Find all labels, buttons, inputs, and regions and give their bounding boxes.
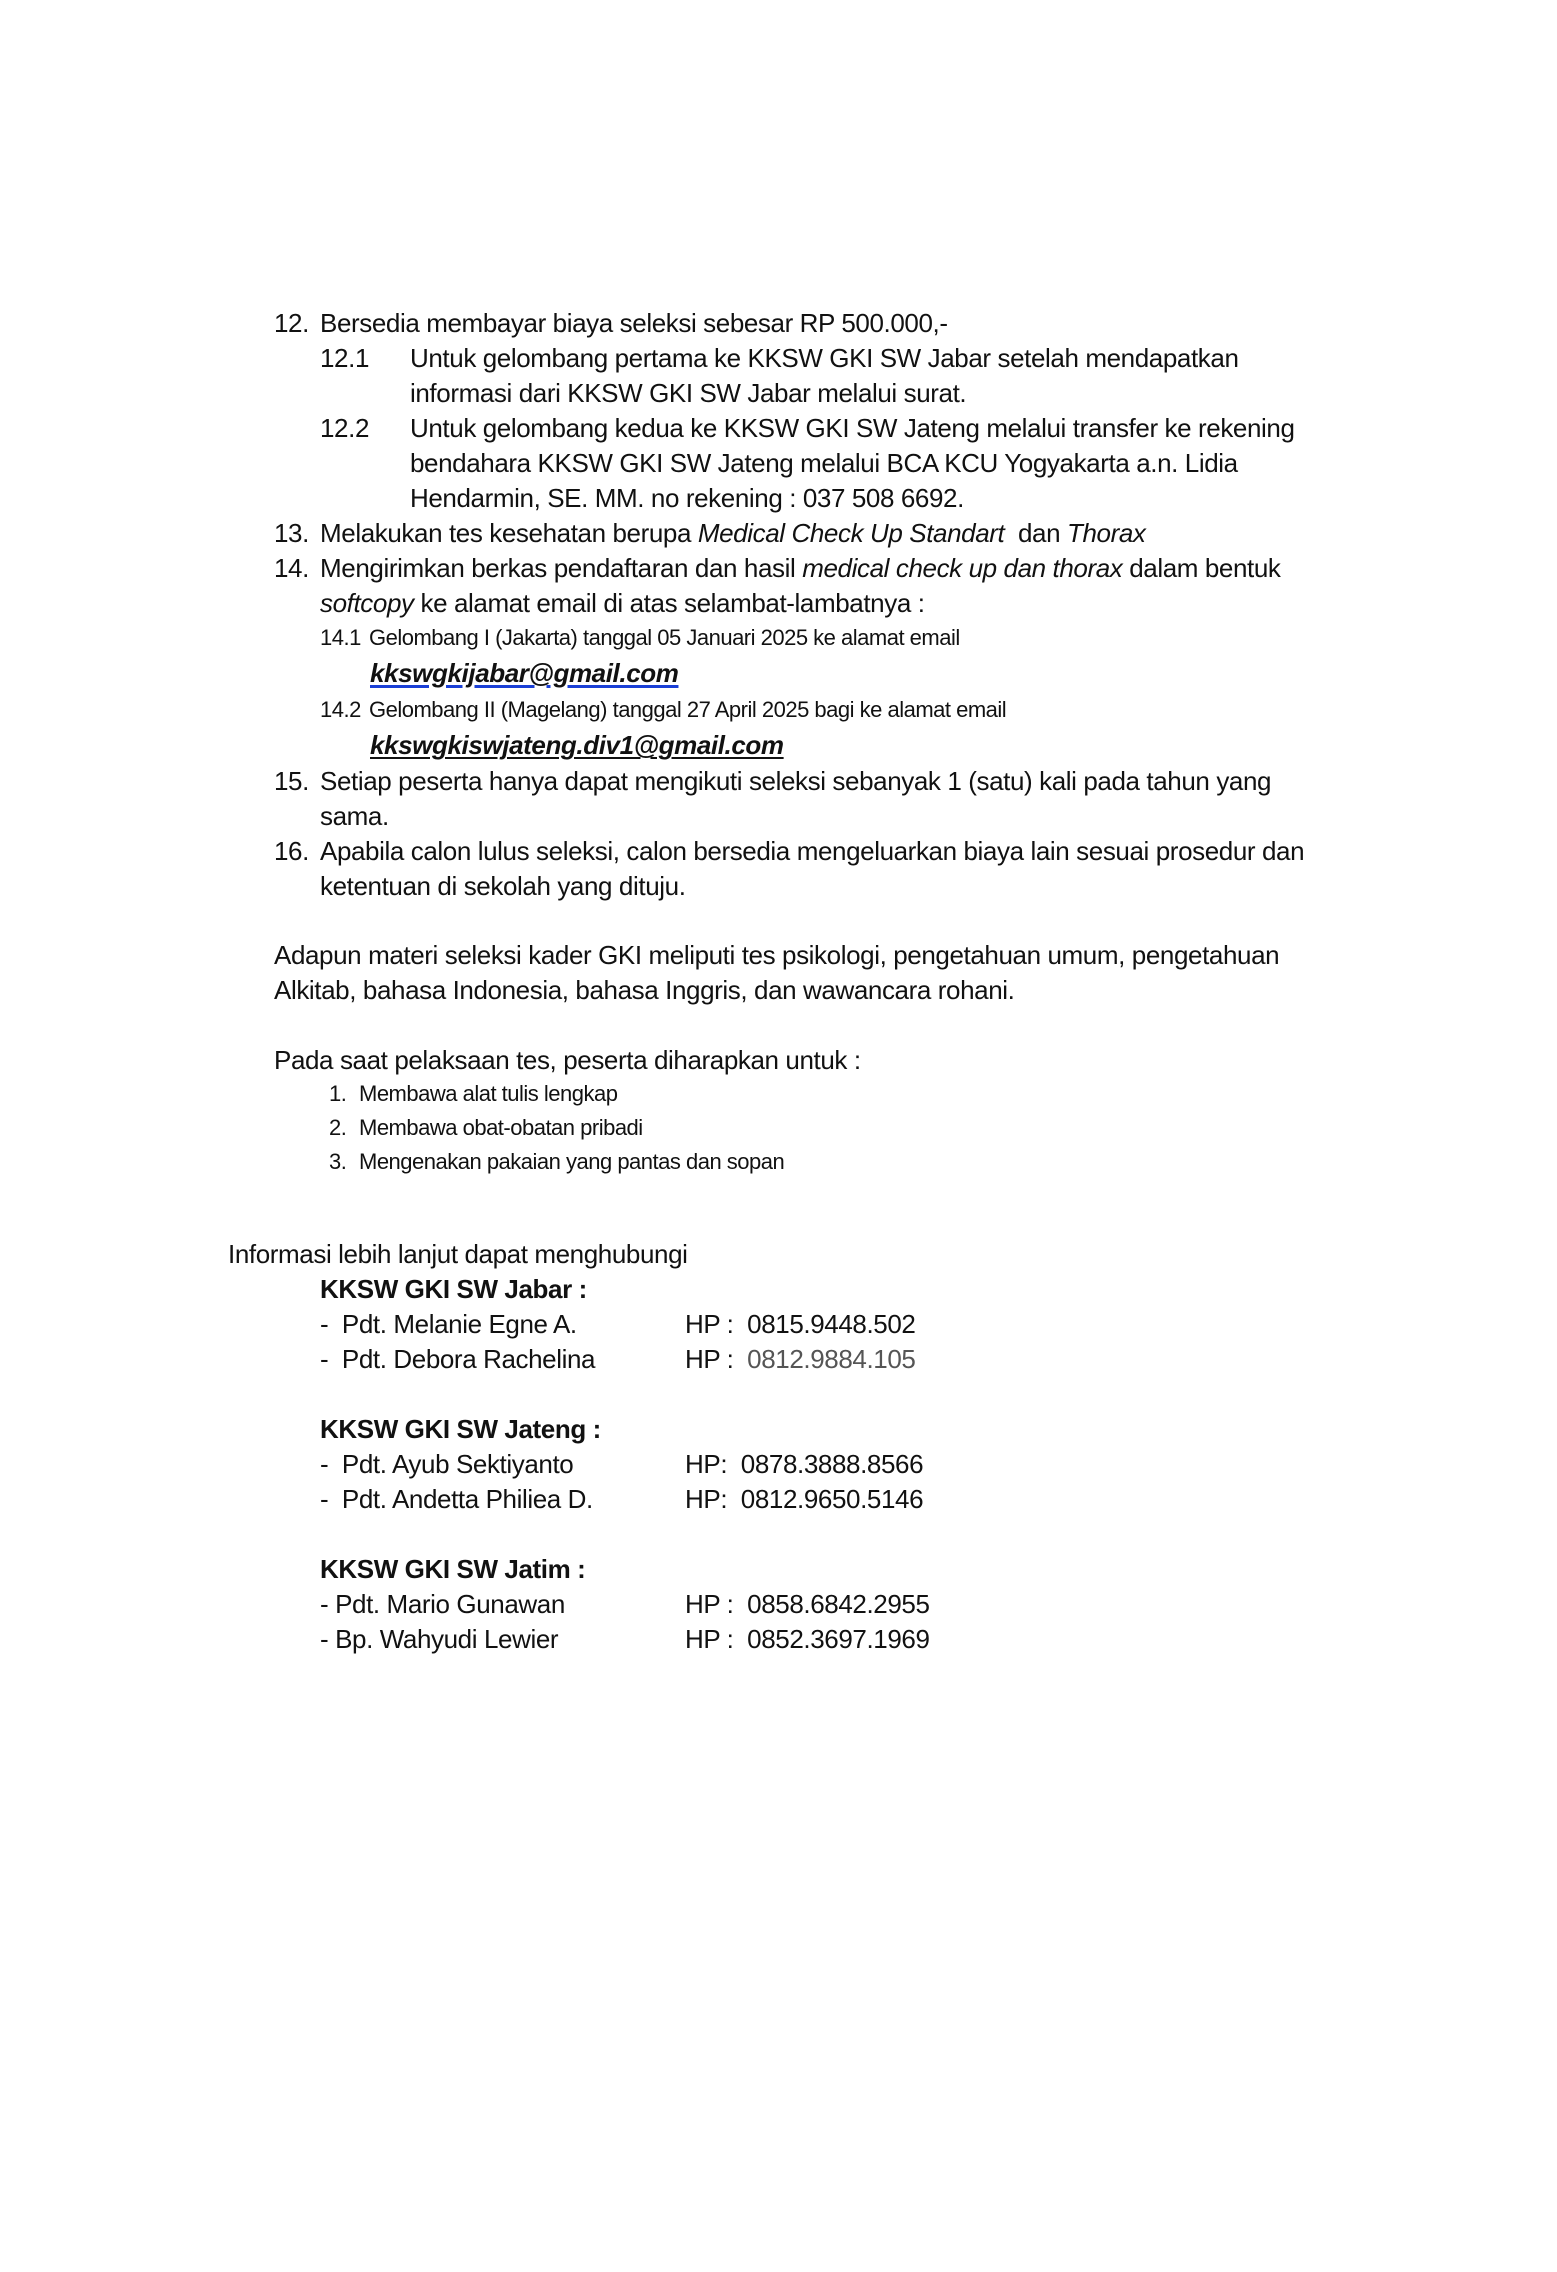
contact-phone <box>685 1342 915 1376</box>
subitem-number: 12.1 <box>320 343 370 373</box>
subitem-text: Untuk gelombang pertama ke KKSW GKI SW Jabar setelah mendapatkan <box>410 343 1239 373</box>
contact-phone: HP: 0878.3888.8566 <box>685 1449 924 1479</box>
contact-phone: HP: 0812.9650.5146 <box>685 1484 924 1514</box>
item-text: Setiap peserta hanya dapat mengikuti seleksi sebanyak 1 (satu) kali pada tahun yang <box>320 766 1272 796</box>
text-run: Mengirimkan berkas pendaftaran dan hasil <box>320 553 803 583</box>
contact-name: - Pdt. Melanie Egne A. <box>320 1309 577 1339</box>
subitem-text: Gelombang I (Jakarta) tanggal 05 Januari 2025 ke alamat email <box>369 625 960 650</box>
item-text: Apabila calon lulus seleksi, calon bersedia mengeluarkan biaya lain sesuai prosedur dan <box>320 836 1305 866</box>
contact-phone: HP : 0815.9448.502 <box>685 1309 916 1339</box>
list-item: Membawa obat-obatan pribadi <box>359 1115 643 1140</box>
contact-phone: HP : 0852.3697.1969 <box>685 1624 930 1654</box>
contact-name: - Pdt. Andetta Philiea D. <box>320 1484 593 1514</box>
item-text: sama. <box>320 801 389 831</box>
subitem-number: 12.2 <box>320 413 370 443</box>
contact-name: - Bp. Wahyudi Lewier <box>320 1624 559 1654</box>
subitem-number: 14.2 <box>320 697 361 722</box>
phone-prefix: HP : <box>685 1344 741 1374</box>
tes-intro: Pada saat pelaksaan tes, peserta diharapkan untuk : <box>274 1045 861 1075</box>
group-title-jabar: KKSW GKI SW Jabar : <box>320 1274 587 1304</box>
subitem-text: Gelombang II (Magelang) tanggal 27 April 2025 bagi ke alamat email <box>369 697 1007 722</box>
list-number: 1. <box>329 1081 347 1106</box>
email-link-jateng[interactable]: kkswgkiswjateng.div1@gmail.com <box>370 730 784 760</box>
text-run-italic: Thorax <box>1067 518 1146 548</box>
text-run-italic: Medical Check Up Standart <box>697 518 1005 548</box>
contact-name: - Pdt. Ayub Sektiyanto <box>320 1449 574 1479</box>
item-number: 12. <box>274 308 309 338</box>
text-run: dan <box>1004 518 1067 548</box>
email-link-jabar[interactable]: kkswgkijabar@gmail.com <box>370 658 679 688</box>
item-text <box>320 551 1281 585</box>
subitem-text: Untuk gelombang kedua ke KKSW GKI SW Jateng melalui transfer ke rekening <box>410 413 1295 443</box>
contact-name: - Pdt. Mario Gunawan <box>320 1589 565 1619</box>
item-text <box>320 516 1146 550</box>
list-item: Membawa alat tulis lengkap <box>359 1081 618 1106</box>
kontak-intro: Informasi lebih lanjut dapat menghubungi <box>228 1239 688 1269</box>
paragraph-line: Alkitab, bahasa Indonesia, bahasa Inggris, dan wawancara rohani. <box>274 975 1015 1005</box>
contact-phone: HP : 0858.6842.2955 <box>685 1589 930 1619</box>
list-number: 3. <box>329 1149 347 1174</box>
text-run: ke alamat email di atas selambat-lambatnya : <box>413 588 925 618</box>
item-number: 13. <box>274 518 309 548</box>
list-number: 2. <box>329 1115 347 1140</box>
item-text <box>320 586 925 620</box>
group-title-jateng: KKSW GKI SW Jateng : <box>320 1414 601 1444</box>
item-number: 16. <box>274 836 309 866</box>
subitem-text: Hendarmin, SE. MM. no rekening : 037 508 6692. <box>410 483 964 513</box>
text-run-italic: medical check up dan thorax <box>802 553 1123 583</box>
subitem-number: 14.1 <box>320 625 361 650</box>
list-item: Mengenakan pakaian yang pantas dan sopan <box>359 1149 785 1174</box>
text-run: Melakukan tes kesehatan berupa <box>320 518 698 548</box>
item-text: ketentuan di sekolah yang dituju. <box>320 871 686 901</box>
paragraph-line: Adapun materi seleksi kader GKI meliputi tes psikologi, pengetahuan umum, pengetahuan <box>274 940 1280 970</box>
text-run: dalam bentuk <box>1122 553 1281 583</box>
item-number: 15. <box>274 766 309 796</box>
text-run-italic: softcopy <box>320 588 414 618</box>
subitem-text: informasi dari KKSW GKI SW Jabar melalui surat. <box>410 378 967 408</box>
group-title-jatim: KKSW GKI SW Jatim : <box>320 1554 586 1584</box>
item-number: 14. <box>274 553 309 583</box>
phone-number: 0812.9884.105 <box>740 1344 916 1374</box>
subitem-text: bendahara KKSW GKI SW Jateng melalui BCA KCU Yogyakarta a.n. Lidia <box>410 448 1238 478</box>
item-text: Bersedia membayar biaya seleksi sebesar RP 500.000,- <box>320 308 948 338</box>
contact-name: - Pdt. Debora Rachelina <box>320 1344 596 1374</box>
